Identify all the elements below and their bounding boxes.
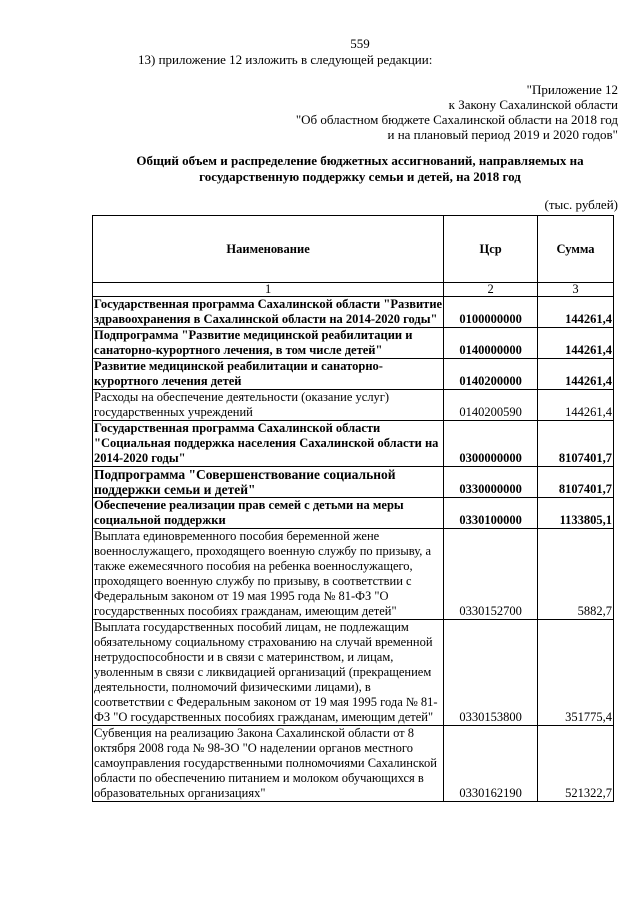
row-name: Субвенция на реализацию Закона Сахалинской области от 8 октября 2008 года № 98-ЗО "О наделении органов местного самоуправления государственными полномочиями Сахалинской области по обеспечению питанием и молоком обучающихся в образовательных организациях" xyxy=(93,726,444,802)
row-name: Подпрограмма "Совершенствование социальной поддержки семьи и детей" xyxy=(93,467,444,498)
table-row xyxy=(93,529,614,620)
intro-text: 13) приложение 12 изложить в следующей редакции: xyxy=(138,52,433,67)
appendix-header-line: "Приложение 12 xyxy=(526,82,618,97)
table-row xyxy=(93,421,614,467)
row-sum: 5882,7 xyxy=(538,529,614,620)
document-title-line: Общий объем и распределение бюджетных ассигнований, направляемых на xyxy=(136,153,584,168)
row-code: 0140200590 xyxy=(444,390,538,421)
appendix-header-line: к Закону Сахалинской области xyxy=(448,97,618,112)
page-number: 559 xyxy=(350,36,370,51)
appendix-header-line: "Об областном бюджете Сахалинской области на 2018 год xyxy=(295,112,618,127)
row-name: Государственная программа Сахалинской области "Социальная поддержка населения Сахалинской области на 2014-2020 годы" xyxy=(93,421,444,467)
row-sum: 8107401,7 xyxy=(538,421,614,467)
table-row xyxy=(93,498,614,529)
table-row xyxy=(93,328,614,359)
column-number-row xyxy=(93,283,614,297)
row-code: 0330153800 xyxy=(444,620,538,726)
row-code: 0330000000 xyxy=(444,467,538,498)
table-header-row xyxy=(93,216,614,283)
header-sum: Сумма xyxy=(538,216,614,283)
column-number: 3 xyxy=(538,283,614,297)
row-name: Развитие медицинской реабилитации и санаторно-курортного лечения детей xyxy=(93,359,444,390)
row-sum: 144261,4 xyxy=(538,328,614,359)
header-code: Цср xyxy=(444,216,538,283)
row-name: Подпрограмма "Развитие медицинской реабилитации и санаторно-курортного лечения, в том числе детей" xyxy=(93,328,444,359)
table-row xyxy=(93,359,614,390)
row-sum: 8107401,7 xyxy=(538,467,614,498)
row-name: Расходы на обеспечение деятельности (оказание услуг) государственных учреждений xyxy=(93,390,444,421)
row-name: Обеспечение реализации прав семей с детьми на меры социальной поддержки xyxy=(93,498,444,529)
units-label: (тыс. рублей) xyxy=(544,197,618,212)
appendix-header xyxy=(296,82,618,142)
row-sum: 1133805,1 xyxy=(538,498,614,529)
column-number: 2 xyxy=(444,283,538,297)
row-sum: 521322,7 xyxy=(538,726,614,802)
table-row xyxy=(93,390,614,421)
column-number: 1 xyxy=(93,283,444,297)
row-sum: 144261,4 xyxy=(538,297,614,328)
row-sum: 144261,4 xyxy=(538,359,614,390)
row-name: Государственная программа Сахалинской области "Развитие здравоохранения в Сахалинской области на 2014-2020 годы" xyxy=(94,297,443,326)
row-code: 0100000000 xyxy=(444,297,538,328)
row-sum: 144261,4 xyxy=(538,390,614,421)
header-name: Наименование xyxy=(93,216,444,283)
table-row xyxy=(93,297,614,328)
appendix-header-line: и на плановый период 2019 и 2020 годов" xyxy=(387,127,618,142)
row-code: 0330162190 xyxy=(444,726,538,802)
row-code: 0300000000 xyxy=(444,421,538,467)
row-name: Выплата единовременного пособия беременной жене военнослужащего, проходящего военную службу по призыву, а также ежемесячного пособия на ребенка военнослужащего, проходящего военную службу по призыву, в соответствии с Федеральным законом от 19 мая 1995 года № 81-ФЗ "О государственных пособиях гражданам, имеющим детей" xyxy=(93,529,444,620)
document-title-line: государственную поддержку семьи и детей, на 2018 год xyxy=(199,169,521,184)
row-sum: 351775,4 xyxy=(538,620,614,726)
row-code: 0330152700 xyxy=(444,529,538,620)
table-row xyxy=(93,467,614,498)
table-row xyxy=(93,620,614,726)
budget-table xyxy=(92,215,614,802)
row-name: Выплата государственных пособий лицам, не подлежащим обязательному социальному страхованию на случай временной нетрудоспособности и в связи с материнством, и лицам, уволенным в связи с ликвидацией организаций (прекращением деятельности, полномочий физическими лицами), в соответствии с Федеральным законом от 19 мая 1995 года № 81-ФЗ "О государственных пособиях гражданам, имеющим детей" xyxy=(93,620,444,726)
table-row xyxy=(93,726,614,802)
document-title xyxy=(100,153,620,185)
row-code: 0140200000 xyxy=(444,359,538,390)
row-code: 0330100000 xyxy=(444,498,538,529)
row-code: 0140000000 xyxy=(444,328,538,359)
